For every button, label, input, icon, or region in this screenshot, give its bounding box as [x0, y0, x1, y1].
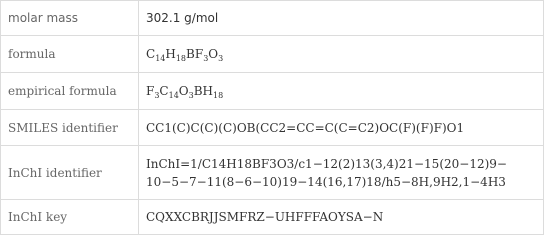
empirical-formula-value: $F_3C_{14}O_3BH_{18}$	[139, 73, 544, 110]
empirical-formula-label: empirical formula	[1, 73, 139, 110]
molar-mass-label: molar mass	[1, 1, 139, 36]
smiles-value: CC1(C)C(C)(C)OB(CC2=CC=C(C=C2)OC(F)(F)F)O1	[139, 110, 544, 146]
row-smiles	[1, 110, 544, 146]
inchi-line-1: InChI=1/C14H18BF3O3/c1−12(2)13(3,4)21−15(20−12)9−	[146, 156, 507, 171]
row-formula	[1, 36, 544, 73]
molar-mass-value: 302.1 g/mol	[139, 1, 544, 36]
inchi-line-2: 10−5−7−11(8−6−10)19−14(16,17)18/h5−8H,9H2,1−4H3	[146, 174, 506, 189]
row-empirical-formula	[1, 73, 544, 110]
row-molar-mass	[1, 1, 544, 36]
formula-label: formula	[1, 36, 139, 73]
formula-value: $C_{14}H_{18}BF_3O_3$	[139, 36, 544, 73]
smiles-label: SMILES identifier	[1, 110, 139, 146]
row-inchi-key	[1, 200, 544, 235]
inchi-key-value: CQXXCBRJJSMFRZ−UHFFFAOYSA−N	[139, 200, 544, 235]
row-inchi	[1, 146, 544, 200]
inchi-label: InChI identifier	[1, 146, 139, 200]
inchi-key-label: InChI key	[1, 200, 139, 235]
inchi-value	[139, 146, 544, 200]
